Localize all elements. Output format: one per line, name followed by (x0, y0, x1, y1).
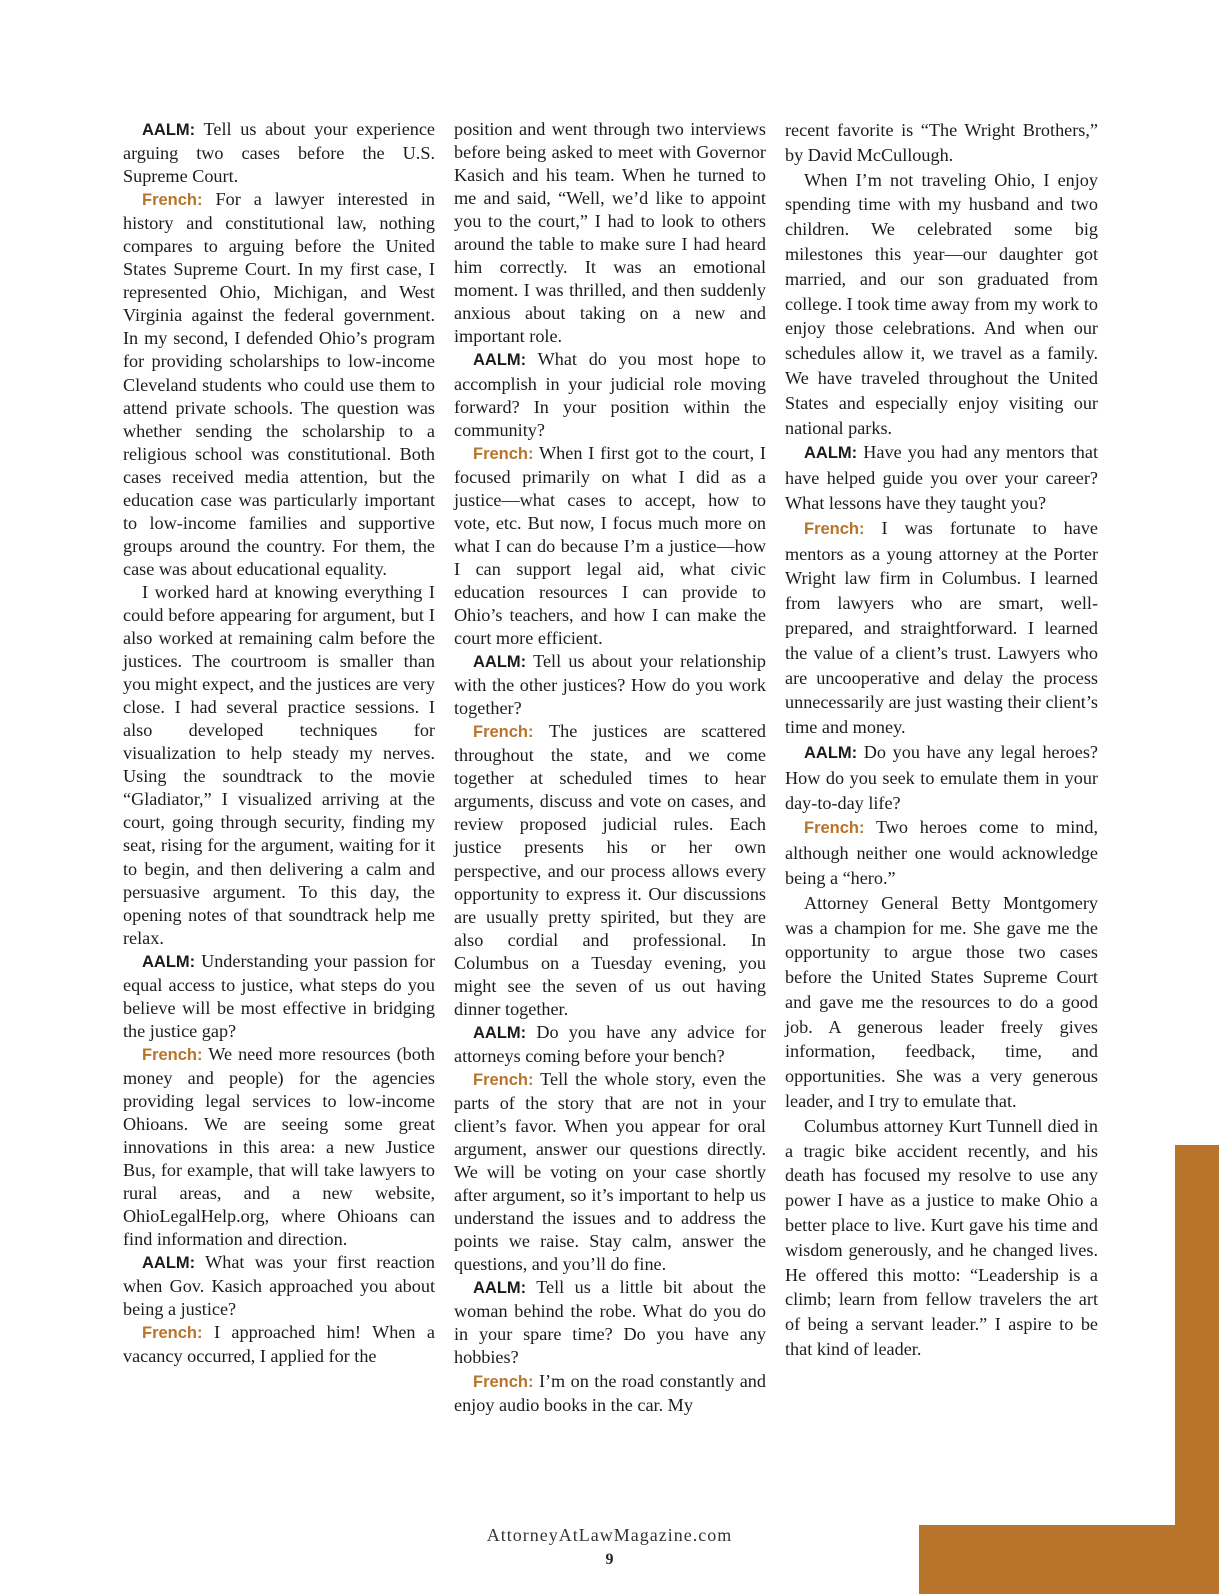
aalm-speaker-label: AALM: (142, 1254, 196, 1273)
paragraph (454, 650, 766, 720)
accent-sidebar-bar (1175, 1145, 1219, 1525)
aalm-speaker-label: AALM: (473, 1023, 527, 1042)
french-speaker-label: French: (473, 1070, 534, 1089)
paragraph (123, 1043, 435, 1251)
paragraph (454, 1370, 766, 1417)
paragraph-text: When I first got to the court, I focused primarily on what I did as a justice—what cases to accept, how to vote, etc. But now, I focus much more on what I can do because I’m a justice—how I can support legal aid, what civic education resources I can provide to Ohio’s teachers, and how I can make the court more efficient. (454, 442, 766, 649)
paragraph-text: Two heroes come to mind, although neither one would acknowledge being a “hero.” (785, 817, 1098, 888)
paragraph-text: I approached him! When a vacancy occurred, I applied for the (123, 1322, 435, 1367)
paragraph (123, 118, 435, 188)
paragraph-text: Do you have any legal heroes? How do you seek to emulate them in your day-to-day life? (785, 741, 1098, 813)
aalm-speaker-label: AALM: (473, 351, 527, 370)
paragraph-text: Have you had any mentors that have helped guide you over your career? What lessons have they taught you? (785, 442, 1099, 513)
page-number: 9 (605, 1551, 614, 1568)
aalm-speaker-label: AALM: (142, 952, 196, 971)
paragraph (123, 581, 435, 950)
french-speaker-label: French: (473, 1372, 534, 1391)
paragraph (454, 442, 766, 650)
aalm-speaker-label: AALM: (142, 121, 196, 139)
paragraph (123, 950, 435, 1043)
paragraph-text: position and went through two interviews before being asked to meet with Governor Kasich and his team. When he turned to me and said, “Well, we’d like to appoint you to the court,” I had to look to others around the table to make sure I had heard him correctly. It was an emotional moment. I was thrilled, and then suddenly anxious about taking on a new and important role. (454, 119, 766, 347)
paragraph (785, 1114, 1098, 1362)
paragraph (454, 1021, 766, 1068)
french-speaker-label: French: (142, 1045, 203, 1064)
paragraph (454, 348, 766, 441)
paragraph-text: I worked hard at knowing everything I could before appearing for argument, but I also worked at remaining calm before the justices. The courtroom is smaller than you might expect, and the justices are very close. I had several practice sessions. I also developed techniques for visualization to help steady my nerves. Using the soundtrack to the movie “Gladiator,” I visualized arriving at the court, going through security, finding my seat, rising for the argument, waiting for it to begin, and then delivering a calm and persuasive argument. To this day, the opening notes of that soundtrack help me relax. (123, 581, 435, 948)
article-column-1 (123, 118, 435, 1369)
footer-website: AttorneyAtLawMagazine.com (486, 1525, 733, 1545)
french-speaker-label: French: (142, 1324, 203, 1343)
paragraph-text: What do you most hope to accomplish in your judicial role moving forward? In your position within the community? (454, 349, 767, 440)
aalm-speaker-label: AALM: (473, 653, 527, 672)
french-speaker-label: French: (804, 819, 865, 838)
french-speaker-label: French: (473, 444, 534, 463)
paragraph (454, 720, 766, 1021)
paragraph (785, 815, 1098, 890)
paragraph (454, 1276, 766, 1369)
paragraph (785, 168, 1098, 441)
paragraph (123, 1251, 435, 1321)
aalm-speaker-label: AALM: (804, 444, 858, 463)
paragraph (785, 118, 1098, 168)
paragraph-text: Tell us a little bit about the woman behind the robe. What do you do in your spare time? Do you have any hobbies? (454, 1277, 766, 1368)
article-column-2 (454, 118, 766, 1417)
paragraph-text: Tell us about your experience arguing two cases before the U.S. Supreme Court. (123, 119, 436, 187)
paragraph-text: I’m on the road constantly and enjoy audio books in the car. My (454, 1370, 766, 1415)
paragraph-text: Columbus attorney Kurt Tunnell died in a tragic bike accident recently, and his death has focused my resolve to use any power I have as a justice to make Ohio a better place to live. Kurt gave his time and wisdom generously, and he changed lives. He offered this motto: “Leadership is a climb; learn from fellow travelers the art of being a servant leader.” I aspire to be that kind of leader. (785, 1115, 1098, 1360)
aalm-speaker-label: AALM: (473, 1279, 527, 1298)
paragraph (123, 1321, 435, 1368)
paragraph (454, 118, 766, 348)
paragraph (785, 440, 1098, 515)
paragraph (454, 1068, 766, 1276)
paragraph-text: Tell us about your relationship with the other justices? How do you work together? (454, 651, 766, 719)
french-speaker-label: French: (142, 191, 203, 210)
paragraph (785, 740, 1098, 815)
paragraph-text: What was your first reaction when Gov. Kasich approached you about being a justice? (123, 1252, 436, 1320)
french-speaker-label: French: (473, 723, 534, 742)
paragraph-text: The justices are scattered throughout the state, and we come together at scheduled times to hear arguments, discuss and vote on cases, and review proposed judicial rules. Each justice presents his or her own perspective, and our process allows every opportunity to express it. Our discussions are usually pretty spirited, but they are also cordial and professional. In Columbus on a Tuesday evening, you might see the seven of us out having dinner together. (454, 721, 767, 1019)
paragraph-text: Do you have any advice for attorneys coming before your bench? (454, 1021, 766, 1066)
paragraph (123, 188, 435, 581)
paragraph (785, 891, 1098, 1114)
paragraph-text: When I’m not traveling Ohio, I enjoy spending time with my husband and two children. We celebrated some big milestones this year—our daughter got married, and our son graduated from college. I took time away from my work to enjoy those celebrations. And when our schedules allow it, we travel as a family. We have traveled throughout the United States and especially enjoy visiting our national parks. (785, 169, 1098, 438)
paragraph-text: Tell the whole story, even the parts of the story that are not in your client’s favor. When you appear for oral argument, answer our questions directly. We will be voting on your case shortly after argument, so it’s important to help us understand the issues and to address the points we raise. Stay calm, answer the questions, and you’ll do fine. (454, 1068, 767, 1275)
french-speaker-label: French: (804, 519, 865, 538)
paragraph-text: I was fortunate to have mentors as a young attorney at the Porter Wright law firm in Columbus. I learned from lawyers who are smart, well-prepared, and straightforward. I learned the value of a client’s trust. Lawyers who are uncooperative and delay the process unnecessarily are just wasting their client’s time and money. (785, 517, 1099, 738)
article-column-3 (785, 118, 1098, 1362)
paragraph-text: For a lawyer interested in history and constitutional law, nothing compares to arguing before the United States Supreme Court. In my first case, I represented Ohio, Michigan, and West Virginia against the federal government. In my second, I defended Ohio’s program for providing scholarships to low-income Cleveland students who could use them to attend private schools. The question was whether sending the scholarship to a religious school was constitutional. Both cases received media attention, but the education case was particularly important to low-income families and supportive groups around the country. For them, the case was about educational equality. (123, 189, 436, 579)
paragraph-text: We need more resources (both money and people) for the agencies providing legal services to low-income Ohioans. We are seeing some great innovations in this area: a new Justice Bus, for example, that will take lawyers to rural areas, and a new website, OhioLegalHelp.org, where Ohioans can find information and direction. (123, 1043, 435, 1250)
paragraph-text: recent favorite is “The Wright Brothers,” by David McCullough. (785, 120, 1098, 165)
paragraph (785, 516, 1098, 740)
paragraph-text: Attorney General Betty Montgomery was a champion for me. She gave me the opportunity to argue those two cases before the United States Supreme Court and gave me the resources to do a good job. A generous leader freely gives information, feedback, time, and opportunities. She was a very generous leader, and I try to emulate that. (785, 892, 1098, 1112)
aalm-speaker-label: AALM: (804, 743, 858, 762)
paragraph-text: Understanding your passion for equal access to justice, what steps do you believe will be most effective in bridging the justice gap? (123, 950, 435, 1041)
